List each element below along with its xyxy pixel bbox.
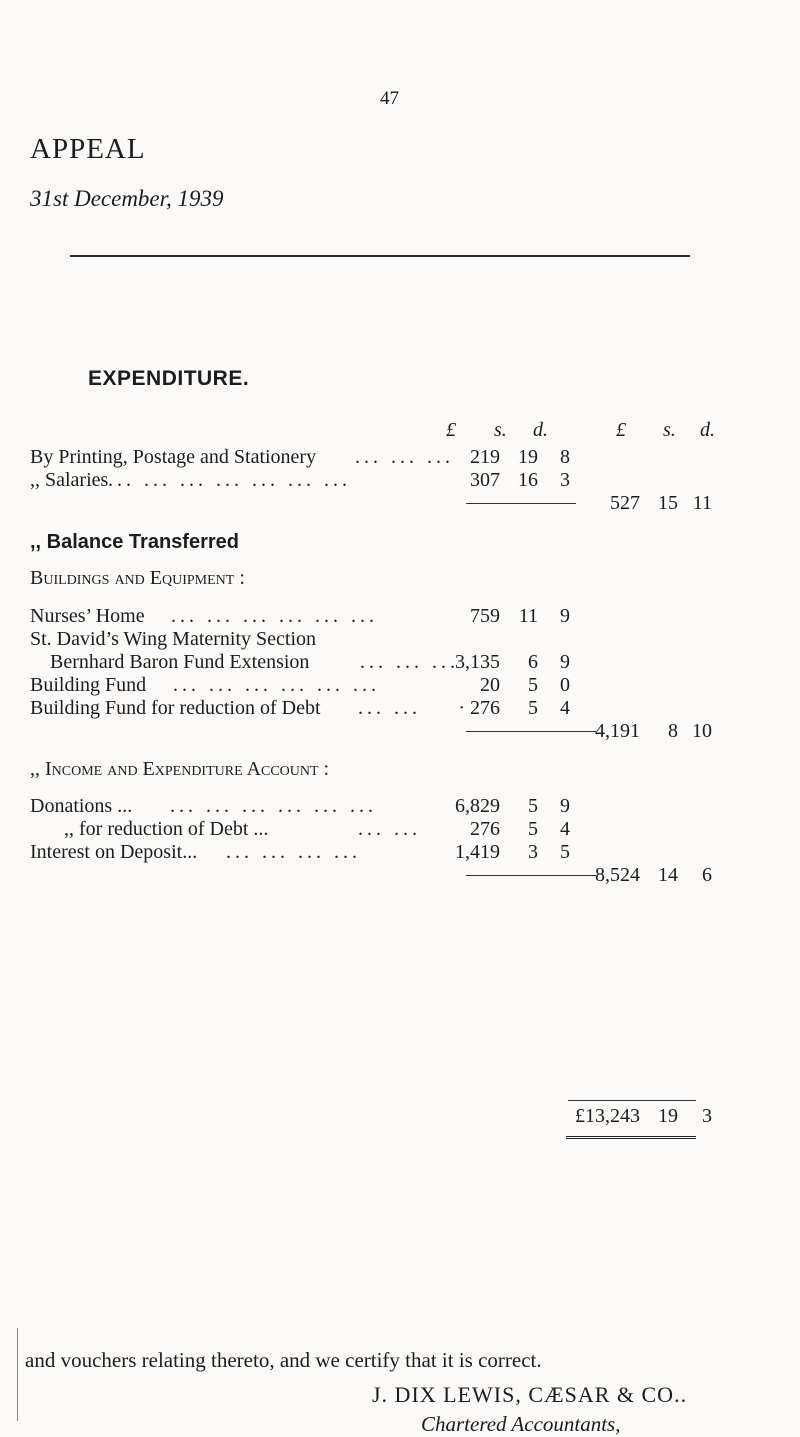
grand-total-pence: 3 (702, 1105, 712, 1127)
donations-debt-shillings: 5 (528, 818, 538, 840)
donations-pounds: 6,829 (455, 795, 500, 817)
leader-salaries: ... ... ... ... ... ... ... (108, 469, 351, 491)
col-head-shillings-2: s. (663, 419, 676, 441)
grand-total-shillings: 19 (658, 1105, 678, 1127)
interest-pounds: 1,419 (455, 841, 500, 863)
row-label-building-fund: Building Fund (30, 674, 147, 696)
leader-building-fund: ... ... ... ... ... ... (173, 674, 380, 696)
grand-total-pounds: £13,243 (575, 1105, 640, 1127)
page-subtitle: 31st December, 1939 (30, 186, 224, 211)
row-label-donations-debt: ,, for reduction of Debt ... (64, 818, 269, 840)
row-label-donations: Donations ... (30, 795, 133, 817)
row-label-building-debt: Building Fund for reduction of Debt (30, 697, 321, 719)
col-head-pence-2: d. (700, 419, 715, 441)
building-debt-pounds: · 276 (458, 697, 500, 719)
leader-nurses: ... ... ... ... ... ... (171, 605, 378, 627)
salaries-pence: 3 (560, 469, 570, 491)
col-head-pounds-1: £ (446, 419, 456, 441)
group-heading-buildings: Buildings and Equipment : (30, 567, 245, 589)
subtotal-rule-salaries (466, 503, 576, 504)
interest-shillings: 3 (528, 841, 538, 863)
subtotal-rule-buildings (466, 731, 596, 732)
col-head-pounds-2: £ (616, 419, 626, 441)
salaries-pounds: 307 (470, 469, 500, 491)
row-label-nurses: Nurses’ Home (30, 605, 145, 627)
row-label-salaries: ,, Salaries (30, 469, 109, 491)
firm-name: J. DIX LEWIS, CÆSAR & CO.. (372, 1382, 688, 1407)
row-label-balance: ,, Balance Transferred (30, 531, 239, 553)
building-debt-pence: 4 (560, 697, 570, 719)
income-total-pence: 6 (702, 864, 712, 886)
bernhard-pounds: 3,135 (455, 651, 500, 673)
buildings-total-pence: 10 (692, 720, 712, 742)
col-head-shillings-1: s. (494, 419, 507, 441)
printing-pounds: 219 (470, 446, 500, 468)
building-debt-shillings: 5 (528, 697, 538, 719)
header-rule (70, 255, 690, 257)
building-fund-shillings: 5 (528, 674, 538, 696)
leader-building-debt: ... ... (358, 697, 421, 719)
subtotal-rule-income (466, 875, 596, 876)
leader-interest: ... ... ... ... (226, 841, 361, 863)
bernhard-pence: 9 (560, 651, 570, 673)
certification-text: and vouchers relating thereto, and we certify that it is correct. (25, 1348, 542, 1372)
nurses-shillings: 11 (518, 605, 538, 627)
nurses-pounds: 759 (470, 605, 500, 627)
donations-pence: 9 (560, 795, 570, 817)
salaries-shillings: 16 (518, 469, 538, 491)
col-head-pence-1: d. (533, 419, 548, 441)
bernhard-shillings: 6 (528, 651, 538, 673)
row-label-bernhard: Bernhard Baron Fund Extension (50, 651, 310, 673)
row-label-maternity: St. David’s Wing Maternity Section (30, 628, 317, 650)
donations-shillings: 5 (528, 795, 538, 817)
group-heading-income: ,, Income and Expenditure Account : (30, 758, 330, 780)
printing-pence: 8 (560, 446, 570, 468)
salaries-total-pounds: 527 (610, 492, 640, 514)
buildings-total-pounds: 4,191 (595, 720, 640, 742)
grand-total-top-rule (568, 1100, 696, 1101)
leader-bernhard: ... ... ... (360, 651, 459, 673)
page-number: 47 (380, 88, 399, 109)
income-total-pounds: 8,524 (595, 864, 640, 886)
interest-pence: 5 (560, 841, 570, 863)
leader-printing: ... ... ... (355, 446, 454, 468)
donations-debt-pence: 4 (560, 818, 570, 840)
row-label-printing: By Printing, Postage and Stationery (30, 446, 317, 468)
firm-role: Chartered Accountants, (421, 1412, 621, 1436)
leader-donations: ... ... ... ... ... ... (170, 795, 377, 817)
page-title: APPEAL (30, 133, 146, 165)
section-heading: EXPENDITURE. (88, 367, 250, 390)
building-fund-pence: 0 (560, 674, 570, 696)
salaries-total-pence: 11 (692, 492, 712, 514)
salaries-total-shillings: 15 (658, 492, 678, 514)
grand-total-double-rule (566, 1136, 696, 1139)
leader-donations-debt: ... ... (358, 818, 421, 840)
donations-debt-pounds: 276 (470, 818, 500, 840)
building-fund-pounds: 20 (480, 674, 500, 696)
income-total-shillings: 14 (658, 864, 678, 886)
printing-shillings: 19 (518, 446, 538, 468)
buildings-total-shillings: 8 (668, 720, 678, 742)
left-margin-line (17, 1328, 18, 1421)
row-label-interest: Interest on Deposit... (30, 841, 198, 863)
nurses-pence: 9 (560, 605, 570, 627)
